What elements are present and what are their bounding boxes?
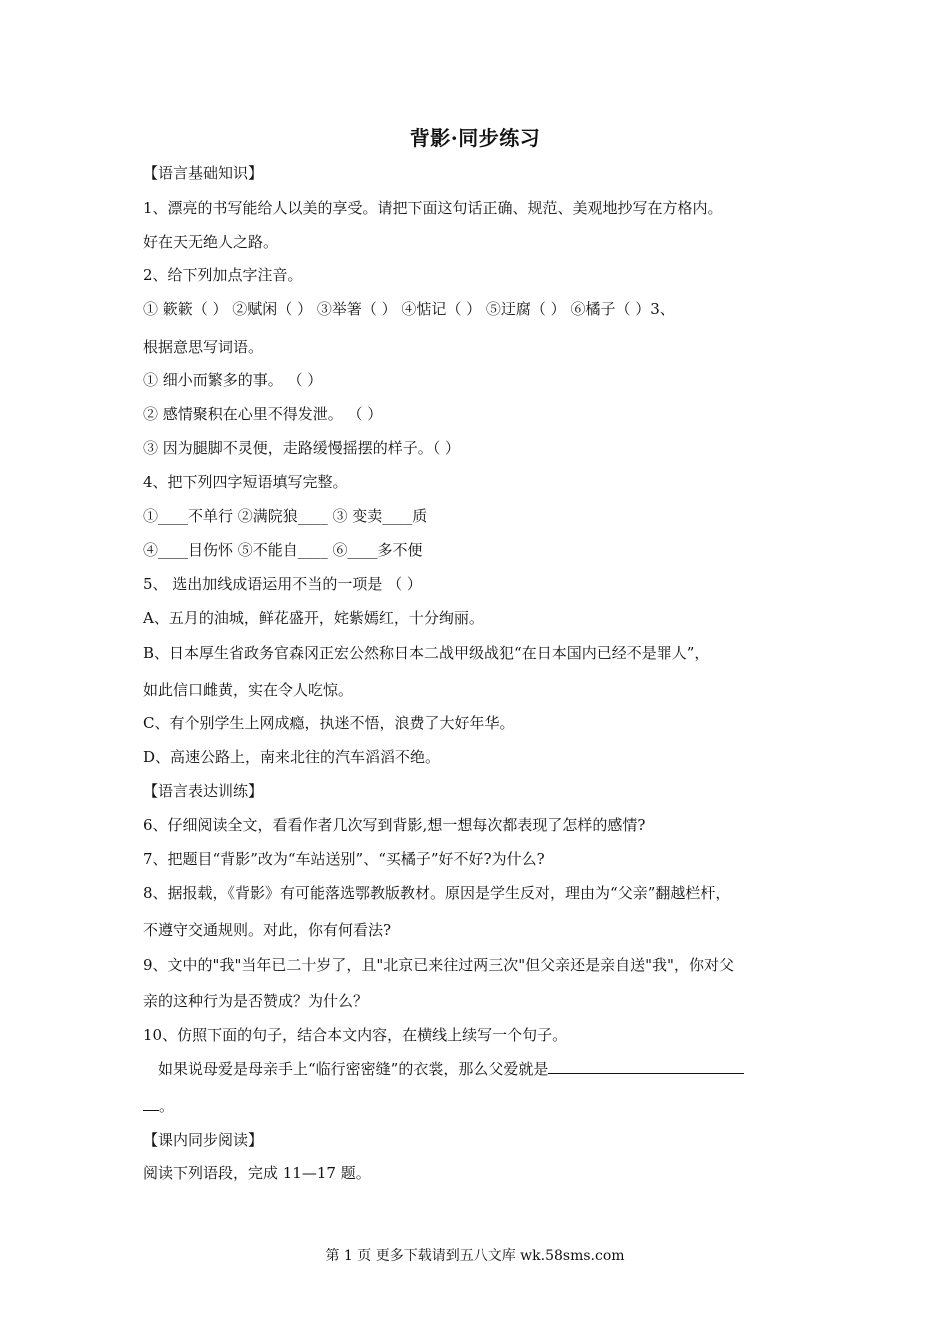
question-5-option-b-line-2: 如此信口雌黄，实在令人吃惊。 — [143, 681, 354, 699]
question-10-example-text: 如果说母爱是母亲手上“临行密密缝”的衣裳，那么父爱就是 — [158, 1060, 549, 1078]
question-4: 4、把下列四字短语填写完整。 — [143, 473, 348, 491]
section-heading-reading: 【课内同步阅读】 — [143, 1131, 264, 1149]
question-5-option-b-line-1: B、日本厚生省政务官森冈正宏公然称日本二战甲级战犯“在日本国内已经不是罪人”， — [143, 644, 710, 662]
question-8-line-2: 不遵守交通规则。对此，你有何看法? — [143, 921, 392, 939]
question-1: 1、漂亮的书写能给人以美的享受。请把下面这句话正确、规范、美观地抄写在方格内。 — [143, 199, 723, 217]
answer-blank-tail[interactable] — [143, 1096, 159, 1111]
reading-instructions: 阅读下列语段，完成 11—17 题。 — [143, 1164, 371, 1182]
question-7: 7、把题目“背影”改为“车站送别”、“买橘子”好不好?为什么? — [143, 850, 545, 868]
question-1-text: 好在天无绝人之路。 — [143, 233, 279, 251]
question-10-example — [158, 1059, 744, 1079]
question-5-option-c: C、有个别学生上网成瘾，执迷不悟，浪费了大好年华。 — [143, 714, 515, 732]
question-10: 10、仿照下面的句子，结合本文内容，在横线上续写一个句子。 — [143, 1026, 568, 1044]
question-8-line-1: 8、据报载，《背影》有可能落选鄂教版教材。原因是学生反对，理由为“父亲”翻越栏杆， — [143, 884, 731, 902]
question-5: 5、 选出加线成语运用不当的一项是 （ ） — [143, 575, 422, 593]
question-10-end: 。 — [159, 1097, 175, 1115]
section-heading-expression: 【语言表达训练】 — [143, 782, 264, 800]
question-10-continuation — [143, 1096, 174, 1116]
question-2-items: ① 簌簌（ ） ②赋闲（ ） ③举箸（ ） ④惦记（ ） ⑤迂腐（ ） ⑥橘子（ ）3、 — [143, 300, 675, 318]
question-2: 2、给下列加点字注音。 — [143, 266, 303, 284]
answer-blank-line[interactable] — [548, 1059, 744, 1074]
question-9-line-1: 9、文中的"我"当年已二十岁了，且"北京已来往过两三次"但父亲还是亲自送"我"，你对父 — [143, 956, 734, 974]
question-6: 6、仔细阅读全文，看看作者几次写到背影,想一想每次都表现了怎样的感情? — [143, 816, 646, 834]
question-5-option-a: A、五月的油城，鲜花盛开，姹紫嫣红，十分绚丽。 — [143, 609, 484, 627]
question-3-item-1: ① 细小而繁多的事。 （ ） — [143, 371, 323, 389]
question-9-line-2: 亲的这种行为是否赞成？为什么？ — [143, 992, 369, 1010]
question-3-item-2: ② 感情聚积在心里不得发泄。 （ ） — [143, 405, 383, 423]
question-5-option-d: D、高速公路上，南来北往的汽车滔滔不绝。 — [143, 748, 441, 766]
page-footer: 第 1 页 更多下载请到五八文库 wk.58sms.com — [325, 1248, 625, 1264]
question-3: 根据意思写词语。 — [143, 338, 264, 356]
page-title: 背影·同步练习 — [409, 126, 541, 150]
question-3-item-3: ③ 因为腿脚不灵便，走路缓慢摇摆的样子。（ ） — [143, 439, 461, 457]
question-4-row-2: ④____目伤怀 ⑤不能自____ ⑥____多不便 — [143, 541, 423, 559]
question-4-row-1: ①____不单行 ②满院狼____ ③ 变卖____质 — [143, 507, 428, 525]
section-heading-basics: 【语言基础知识】 — [143, 164, 264, 182]
